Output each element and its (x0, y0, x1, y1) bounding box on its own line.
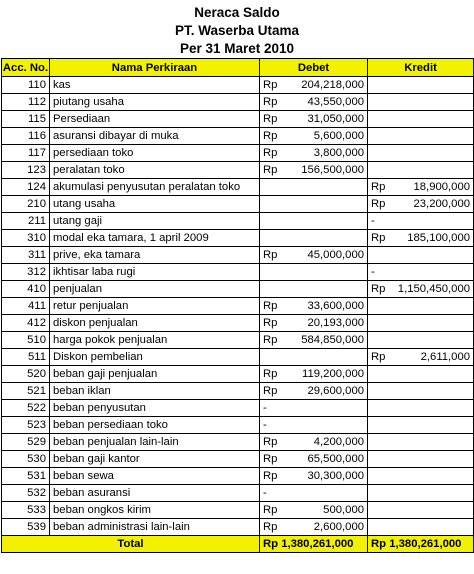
debet-currency: Rp (260, 315, 284, 332)
account-number: 210 (2, 196, 50, 213)
account-number: 117 (2, 145, 50, 162)
table-row (2, 366, 474, 383)
debet-currency (260, 264, 284, 281)
debet-currency: Rp (260, 468, 284, 485)
kredit-amount (392, 247, 474, 264)
kredit-currency (368, 298, 392, 315)
account-name: peralatan toko (50, 162, 260, 179)
report-date: Per 31 Maret 2010 (179, 41, 295, 56)
account-number: 521 (2, 383, 50, 400)
table-row (2, 349, 474, 366)
debet-amount (284, 196, 368, 213)
account-name: beban gaji kantor (50, 451, 260, 468)
debet-amount: 65,500,000 (284, 451, 368, 468)
kredit-amount (392, 451, 474, 468)
total-debet: Rp 1,380,261,000 (260, 536, 368, 553)
kredit-amount (392, 383, 474, 400)
account-name: beban iklan (50, 383, 260, 400)
kredit-amount (392, 298, 474, 315)
kredit-amount (392, 502, 474, 519)
report-title: Neraca Saldo (194, 5, 280, 20)
report-header (0, 0, 474, 58)
table-row (2, 468, 474, 485)
account-name: utang usaha (50, 196, 260, 213)
kredit-amount (392, 111, 474, 128)
account-name: retur penjualan (50, 298, 260, 315)
kredit-amount (392, 77, 474, 94)
account-name: modal eka tamara, 1 april 2009 (50, 230, 260, 247)
account-number: 510 (2, 332, 50, 349)
debet-amount (284, 264, 368, 281)
kredit-currency: Rp (368, 179, 392, 196)
table-row (2, 111, 474, 128)
account-name: diskon penjualan (50, 315, 260, 332)
kredit-amount (392, 315, 474, 332)
account-number: 310 (2, 230, 50, 247)
debet-currency: Rp (260, 298, 284, 315)
col-header-acc: Acc. No. (2, 59, 50, 77)
table-row (2, 145, 474, 162)
kredit-currency (368, 94, 392, 111)
table-row (2, 213, 474, 230)
debet-currency: Rp (260, 451, 284, 468)
kredit-currency (368, 434, 392, 451)
account-number: 211 (2, 213, 50, 230)
kredit-amount: 2,611,000 (392, 349, 474, 366)
account-number: 124 (2, 179, 50, 196)
account-number: 522 (2, 400, 50, 417)
kredit-currency (368, 128, 392, 145)
debet-amount (284, 400, 368, 417)
table-row (2, 128, 474, 145)
kredit-amount: 1,150,450,000 (392, 281, 474, 298)
account-name: piutang usaha (50, 94, 260, 111)
debet-amount (284, 281, 368, 298)
kredit-amount: 185,100,000 (392, 230, 474, 247)
account-number: 115 (2, 111, 50, 128)
debet-amount: 204,218,000 (284, 77, 368, 94)
debet-currency: Rp (260, 383, 284, 400)
table-row (2, 77, 474, 94)
kredit-currency: Rp (368, 196, 392, 213)
account-number: 110 (2, 77, 50, 94)
total-kredit: Rp 1,380,261,000 (368, 536, 474, 553)
account-name: penjualan (50, 281, 260, 298)
kredit-amount (392, 366, 474, 383)
kredit-amount (392, 264, 474, 281)
account-number: 511 (2, 349, 50, 366)
debet-amount (284, 213, 368, 230)
kredit-amount (392, 332, 474, 349)
debet-amount: 33,600,000 (284, 298, 368, 315)
table-row (2, 315, 474, 332)
kredit-currency: - (368, 213, 392, 230)
account-name: Diskon pembelian (50, 349, 260, 366)
table-row (2, 434, 474, 451)
account-number: 533 (2, 502, 50, 519)
debet-amount: 119,200,000 (284, 366, 368, 383)
table-row (2, 196, 474, 213)
debet-amount: 29,600,000 (284, 383, 368, 400)
kredit-currency (368, 145, 392, 162)
debet-amount: 43,550,000 (284, 94, 368, 111)
debet-currency: Rp (260, 366, 284, 383)
account-number: 311 (2, 247, 50, 264)
debet-amount: 500,000 (284, 502, 368, 519)
account-number: 520 (2, 366, 50, 383)
debet-currency: - (260, 417, 284, 434)
table-row (2, 383, 474, 400)
account-name: ikhtisar laba rugi (50, 264, 260, 281)
account-name: asuransi dibayar di muka (50, 128, 260, 145)
col-header-name: Nama Perkiraan (50, 59, 260, 77)
col-header-kredit: Kredit (368, 59, 474, 77)
account-number: 123 (2, 162, 50, 179)
table-row (2, 230, 474, 247)
debet-currency (260, 349, 284, 366)
table-row (2, 298, 474, 315)
account-number: 411 (2, 298, 50, 315)
account-name: harga pokok penjualan (50, 332, 260, 349)
kredit-amount (392, 400, 474, 417)
debet-amount (284, 230, 368, 247)
account-name: beban ongkos kirim (50, 502, 260, 519)
debet-currency: Rp (260, 502, 284, 519)
kredit-currency (368, 247, 392, 264)
table-row (2, 94, 474, 111)
debet-currency: Rp (260, 77, 284, 94)
table-row (2, 502, 474, 519)
table-header-row (2, 59, 474, 77)
debet-amount (284, 349, 368, 366)
debet-currency: Rp (260, 247, 284, 264)
company-name: PT. Waserba Utama (174, 23, 300, 38)
account-number: 112 (2, 94, 50, 111)
account-name: kas (50, 77, 260, 94)
kredit-currency: - (368, 264, 392, 281)
kredit-amount: 18,900,000 (392, 179, 474, 196)
kredit-currency (368, 315, 392, 332)
kredit-amount (392, 468, 474, 485)
account-number: 312 (2, 264, 50, 281)
account-name: beban asuransi (50, 485, 260, 502)
debet-amount: 20,193,000 (284, 315, 368, 332)
kredit-currency (368, 485, 392, 502)
account-name: beban sewa (50, 468, 260, 485)
account-name: prive, eka tamara (50, 247, 260, 264)
kredit-amount (392, 128, 474, 145)
debet-amount: 156,500,000 (284, 162, 368, 179)
kredit-amount (392, 417, 474, 434)
account-name: persediaan toko (50, 145, 260, 162)
kredit-currency (368, 162, 392, 179)
debet-amount (284, 417, 368, 434)
kredit-amount (392, 162, 474, 179)
table-body (2, 77, 474, 536)
debet-amount: 2,600,000 (284, 519, 368, 536)
kredit-currency (368, 417, 392, 434)
kredit-currency (368, 519, 392, 536)
debet-currency: Rp (260, 145, 284, 162)
debet-currency: - (260, 400, 284, 417)
table-row (2, 417, 474, 434)
debet-currency: Rp (260, 162, 284, 179)
kredit-currency: Rp (368, 281, 392, 298)
kredit-amount (392, 519, 474, 536)
account-number: 539 (2, 519, 50, 536)
debet-currency (260, 213, 284, 230)
table-row (2, 281, 474, 298)
table-row (2, 519, 474, 536)
debet-amount (284, 179, 368, 196)
kredit-currency: Rp (368, 349, 392, 366)
account-name: beban penyusutan (50, 400, 260, 417)
kredit-amount (392, 485, 474, 502)
debet-currency: Rp (260, 519, 284, 536)
account-number: 412 (2, 315, 50, 332)
debet-currency (260, 281, 284, 298)
debet-amount (284, 485, 368, 502)
debet-amount: 5,600,000 (284, 128, 368, 145)
debet-amount: 584,850,000 (284, 332, 368, 349)
kredit-currency (368, 468, 392, 485)
table-row (2, 247, 474, 264)
account-name: beban penjualan lain-lain (50, 434, 260, 451)
kredit-currency (368, 400, 392, 417)
table-row (2, 264, 474, 281)
debet-amount: 31,050,000 (284, 111, 368, 128)
account-name: beban administrasi lain-lain (50, 519, 260, 536)
kredit-amount (392, 94, 474, 111)
account-number: 529 (2, 434, 50, 451)
debet-amount: 4,200,000 (284, 434, 368, 451)
account-number: 531 (2, 468, 50, 485)
debet-amount: 45,000,000 (284, 247, 368, 264)
kredit-currency: Rp (368, 230, 392, 247)
account-number: 530 (2, 451, 50, 468)
kredit-currency (368, 451, 392, 468)
kredit-amount: 23,200,000 (392, 196, 474, 213)
table-row (2, 179, 474, 196)
account-name: akumulasi penyusutan peralatan toko (50, 179, 260, 196)
table-row (2, 162, 474, 179)
account-number: 532 (2, 485, 50, 502)
table-row (2, 400, 474, 417)
kredit-currency (368, 366, 392, 383)
kredit-amount (392, 145, 474, 162)
kredit-currency (368, 502, 392, 519)
kredit-currency (368, 111, 392, 128)
total-row (2, 536, 474, 553)
debet-currency: Rp (260, 434, 284, 451)
account-name: Persediaan (50, 111, 260, 128)
account-name: beban persediaan toko (50, 417, 260, 434)
kredit-amount (392, 434, 474, 451)
account-name: beban gaji penjualan (50, 366, 260, 383)
debet-currency: - (260, 485, 284, 502)
debet-currency: Rp (260, 111, 284, 128)
table-row (2, 451, 474, 468)
kredit-amount (392, 213, 474, 230)
kredit-currency (368, 383, 392, 400)
total-label: Total (2, 536, 260, 553)
kredit-currency (368, 332, 392, 349)
debet-currency: Rp (260, 128, 284, 145)
debet-currency (260, 179, 284, 196)
debet-currency (260, 230, 284, 247)
table-row (2, 332, 474, 349)
table-row (2, 485, 474, 502)
kredit-currency (368, 77, 392, 94)
account-number: 116 (2, 128, 50, 145)
account-number: 410 (2, 281, 50, 298)
col-header-debet: Debet (260, 59, 368, 77)
account-number: 523 (2, 417, 50, 434)
debet-currency (260, 196, 284, 213)
debet-amount: 3,800,000 (284, 145, 368, 162)
debet-currency: Rp (260, 332, 284, 349)
debet-currency: Rp (260, 94, 284, 111)
trial-balance-table (1, 58, 474, 553)
account-name: utang gaji (50, 213, 260, 230)
debet-amount: 30,300,000 (284, 468, 368, 485)
